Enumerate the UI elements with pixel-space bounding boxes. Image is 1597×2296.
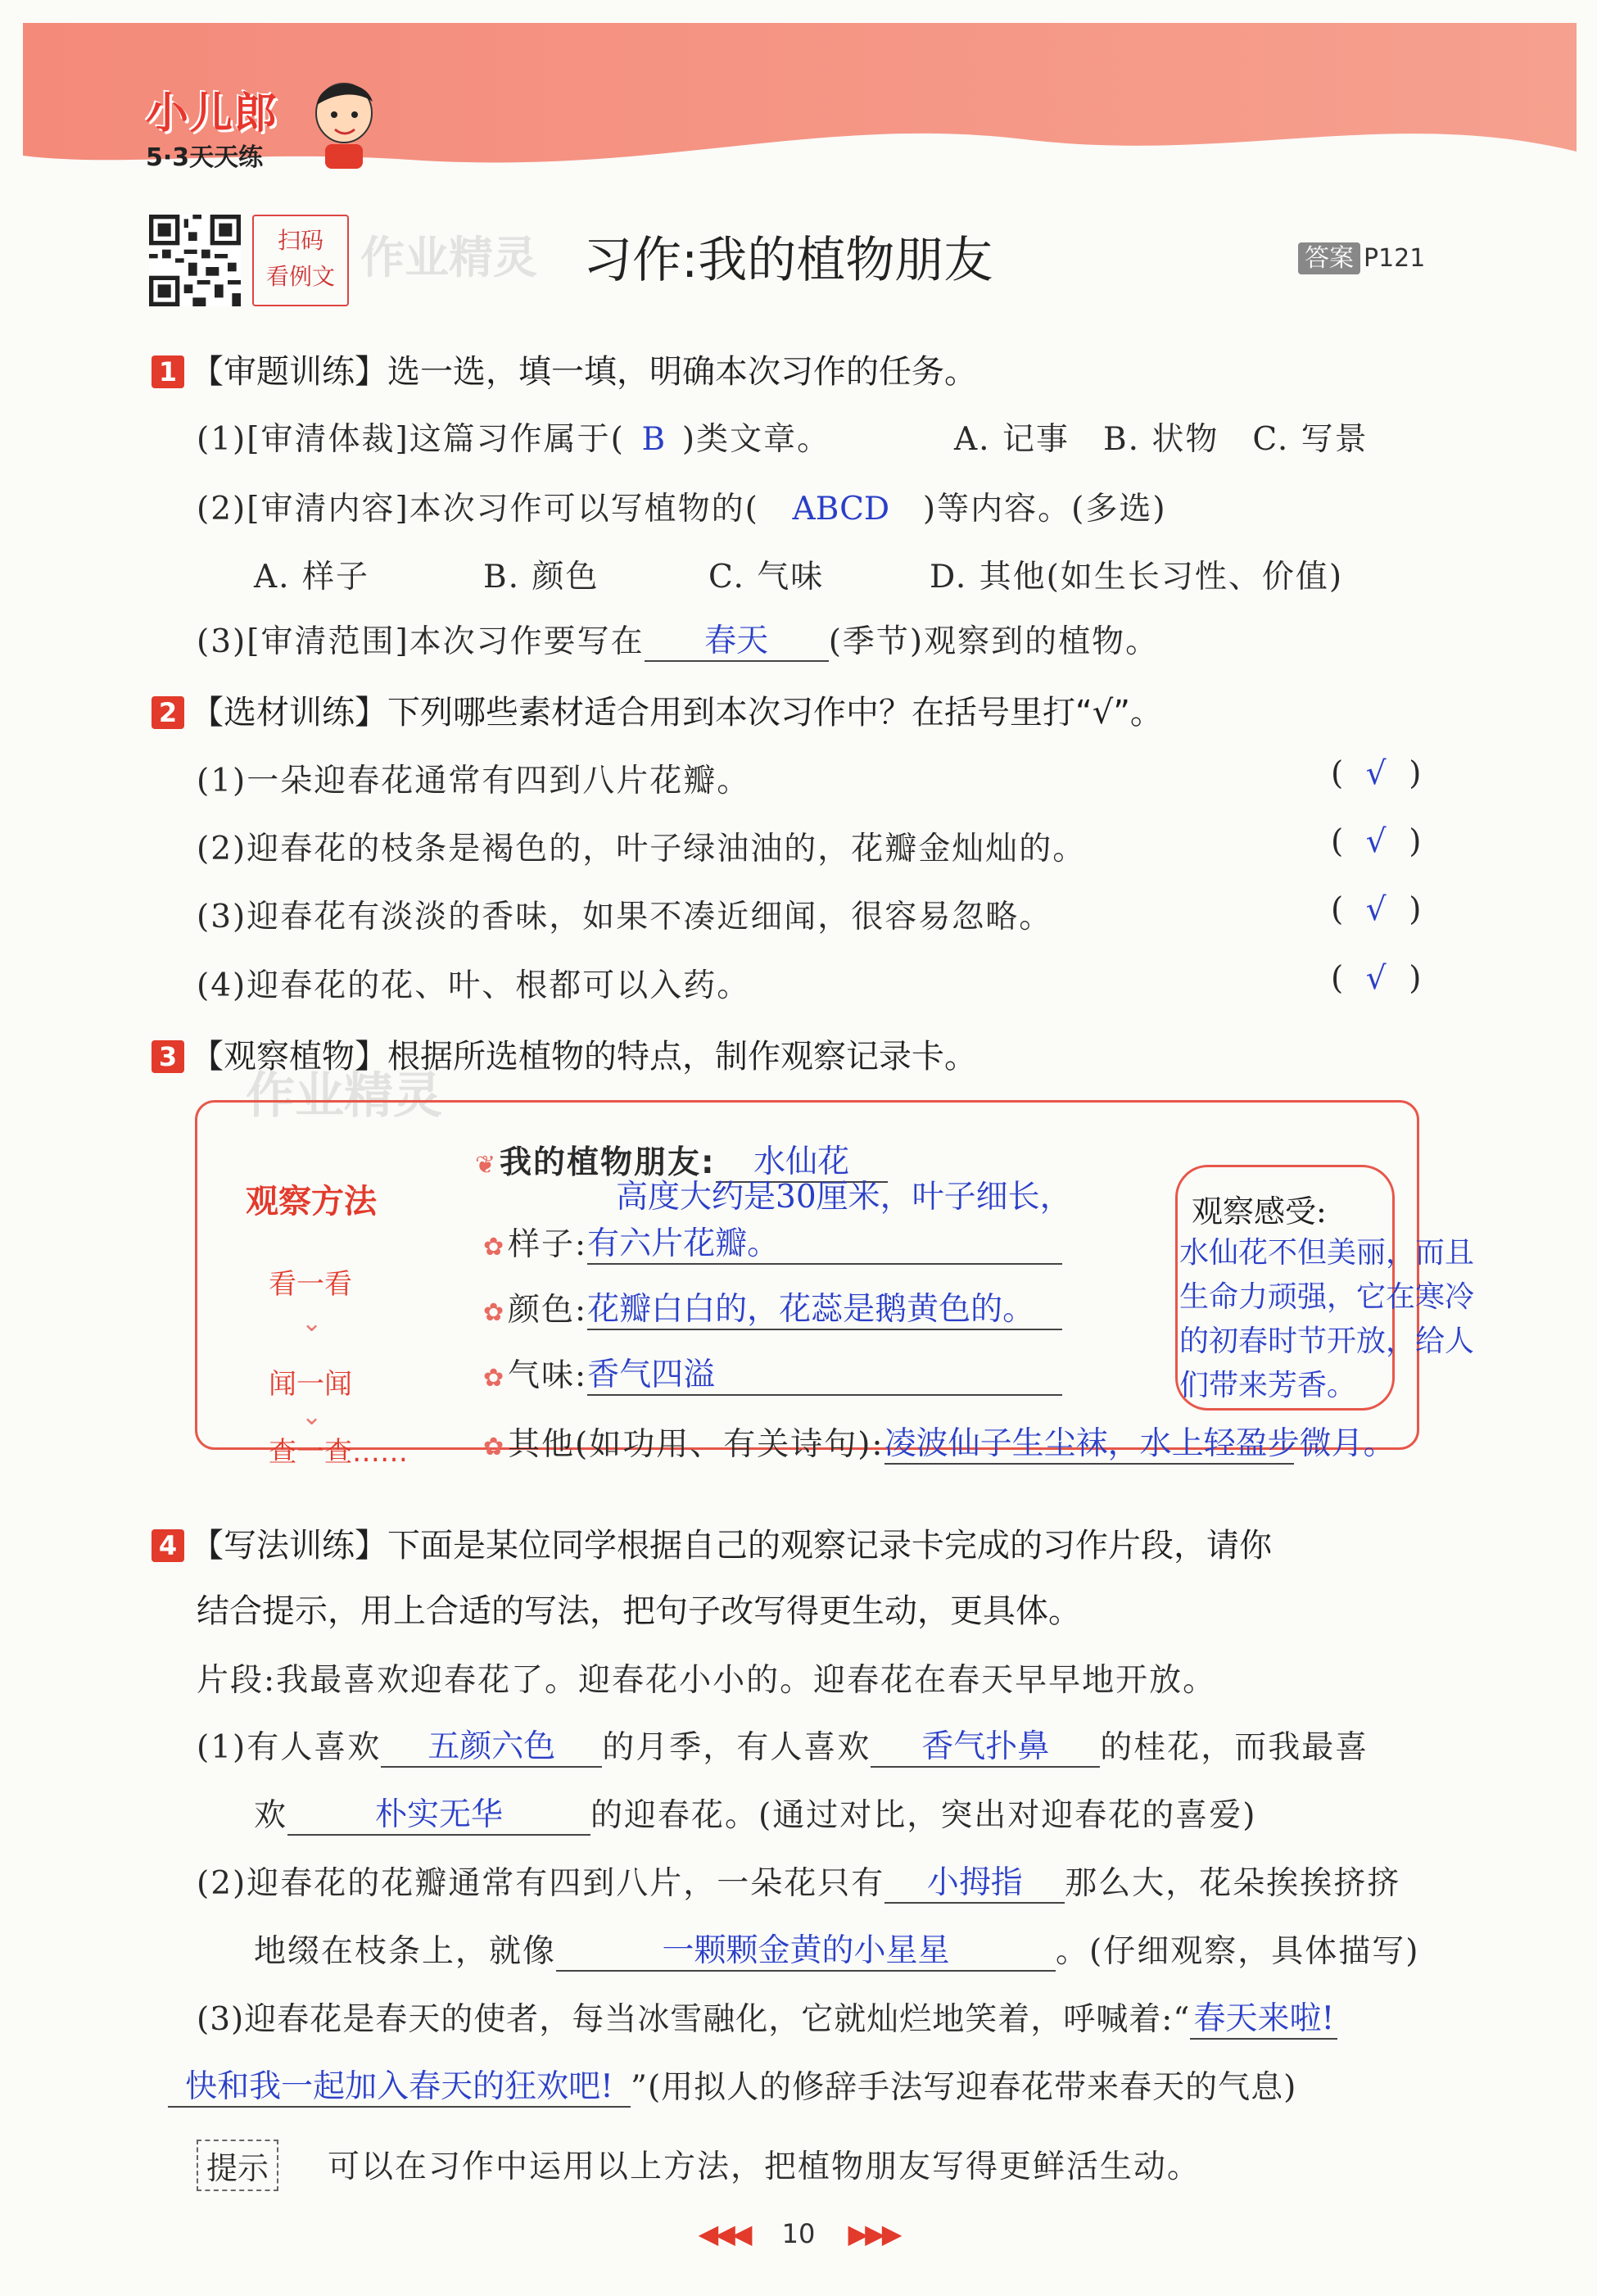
q4-fragment: 片段:我最喜欢迎春花了。迎春花小小的。迎春花在春天早早地开放。: [197, 1662, 1217, 1699]
brand-logo: [146, 79, 278, 173]
prev-arrows-icon: ◀◀◀: [698, 2218, 749, 2249]
friend-label: 我的植物朋友:: [500, 1144, 716, 1181]
q1-number-badge: 1: [152, 355, 184, 388]
other-answer: 凌波仙子生尘袜，水上轻盈步微月。: [884, 1425, 1396, 1462]
q4-i3-text-b: ”(用拟人的修辞手法写迎春花带来春天的气息): [631, 2069, 1297, 2106]
flower-icon: ✿: [483, 1433, 506, 1461]
q1-item-2: [197, 483, 1167, 529]
q2-item3-check-mark: √: [1365, 891, 1387, 928]
next-arrows-icon: ▶▶▶: [848, 2218, 899, 2249]
q4-heading-line2: 结合提示，用上合适的写法，把句子改写得更生动，更具体。: [197, 1592, 1081, 1630]
look-row: [483, 1219, 1062, 1265]
q4-i1-blank3[interactable]: [287, 1796, 590, 1836]
q1-item1-answer: B: [641, 421, 666, 458]
q2-item4-check-mark: √: [1365, 960, 1387, 997]
method-look: 看一看: [269, 1268, 352, 1301]
paren-close: ): [1409, 891, 1422, 928]
color-blank[interactable]: [587, 1291, 1062, 1330]
q4-i3-text-a: (3)迎春花是春天的使者，每当冰雪融化，它就灿烂地笑着，呼喊着:“: [197, 2001, 1191, 2038]
scan-line-1: 扫码: [277, 227, 323, 254]
q1-item1-prefix: (1)[审清体裁]这篇习作属于(: [197, 421, 625, 458]
q1-option-a: A. 样子: [254, 559, 369, 596]
q1-item3-prefix: (3)[审清范围]本次习作要写在: [197, 623, 645, 660]
q4-item-2-line1: [197, 1858, 1400, 1904]
q4-i1-text-d: 欢: [254, 1797, 288, 1834]
paren-close: ): [1409, 755, 1422, 792]
scan-line-2: 看例文: [265, 263, 335, 290]
q3-number-badge: 3: [152, 1040, 184, 1073]
method-smell: 闻一闻: [269, 1368, 352, 1401]
q4-item-3-line2: [168, 2062, 1296, 2108]
answer-label: 答案: [1298, 242, 1360, 274]
feeling-answer-line1: 水仙花不但美丽，而且: [1179, 1236, 1475, 1270]
look-answer-line2: 有六片花瓣。: [587, 1225, 780, 1262]
answer-reference: [1298, 238, 1425, 274]
q4-i1-blank1[interactable]: [381, 1728, 602, 1768]
other-row: [483, 1419, 1396, 1465]
feeling-answer-line4: 们带来芳香。: [1179, 1369, 1357, 1402]
q4-i1-blank2[interactable]: [871, 1728, 1100, 1768]
brand-series: 5·3天天练: [146, 143, 264, 172]
q4-i2-blank2[interactable]: [556, 1932, 1056, 1972]
feeling-label: 观察感受:: [1192, 1193, 1327, 1230]
q4-i2-text-b: 那么大，花朵挨挨挤挤: [1065, 1865, 1401, 1902]
method-check: 查一查……: [269, 1436, 408, 1469]
q4-i3-blank2[interactable]: [168, 2068, 631, 2108]
method-title: 观察方法: [246, 1183, 377, 1220]
tip-text: 可以在习作中运用以上方法，把植物朋友写得更鲜活生动。: [328, 2149, 1201, 2185]
other-label: 其他(如功用、有关诗句):: [508, 1426, 884, 1463]
other-blank[interactable]: [884, 1425, 1396, 1465]
q1-item3-suffix: (季节)观察到的植物。: [828, 623, 1160, 660]
look-blank[interactable]: [587, 1225, 1062, 1265]
look-label: 样子:: [508, 1226, 588, 1263]
q4-i2-answer2: 一颗颗金黄的小星星: [662, 1932, 950, 1969]
q1-item-3: [197, 616, 1159, 662]
smell-blank[interactable]: [587, 1356, 1062, 1396]
chevron-down-icon: ⌄: [301, 1309, 323, 1338]
smell-label: 气味:: [508, 1357, 588, 1394]
page-number: 10: [781, 2218, 816, 2249]
q4-item-1-line1: [197, 1722, 1369, 1768]
q4-item-1-line2: [254, 1790, 1256, 1836]
feeling-answer-line3: 的初春时节开放，给人: [1179, 1325, 1475, 1358]
q1-option-d: D. 其他(如生长习性、价值): [930, 559, 1344, 596]
q2-item4-checkbox[interactable]: [1331, 960, 1421, 997]
q4-i2-blank1[interactable]: [884, 1864, 1065, 1904]
q4-i1-answer3: 朴实无华: [375, 1796, 504, 1833]
paren-open: (: [1331, 960, 1344, 997]
q4-i3-blank1[interactable]: [1190, 2000, 1337, 2040]
q1-item3-answer: 春天: [704, 623, 769, 659]
q4-i1-text-a: (1)有人喜欢: [197, 1729, 382, 1766]
q1-item2-suffix: )等内容。(多选): [922, 491, 1167, 528]
leaf-icon: ❦: [475, 1151, 498, 1180]
q2-item-1: (1)一朵迎春花通常有四到八片花瓣。: [197, 763, 751, 799]
flower-icon: ✿: [483, 1298, 506, 1327]
look-answer-line1: 高度大约是30厘米，叶子细长，: [616, 1179, 1072, 1216]
flower-icon: ✿: [483, 1364, 506, 1393]
q2-item2-checkbox[interactable]: [1331, 823, 1421, 860]
q2-item1-checkbox[interactable]: [1331, 755, 1421, 792]
q4-i1-text-e: 的迎春花。(通过对比，突出对迎春花的喜爱): [590, 1797, 1257, 1834]
color-label: 颜色:: [508, 1292, 588, 1329]
q4-item-3-line1: [197, 1994, 1337, 2040]
tip-label: 提示: [197, 2140, 278, 2191]
q2-item1-check-mark: √: [1365, 755, 1387, 792]
feeling-answer-line2: 生命力顽强，它在寒冷: [1179, 1280, 1475, 1314]
q2-item2-check-mark: √: [1365, 823, 1387, 860]
q4-i2-answer1: 小拇指: [926, 1864, 1023, 1901]
paren-open: (: [1331, 755, 1344, 792]
q2-item-3: (3)迎春花有淡淡的香味，如果不凑近细闻，很容易忽略。: [197, 899, 1053, 935]
q2-item3-checkbox[interactable]: [1331, 891, 1421, 928]
q4-heading: [152, 1519, 1272, 1566]
paren-open: (: [1331, 891, 1344, 928]
chevron-down-icon: ⌄: [301, 1402, 323, 1431]
flower-icon: ✿: [483, 1233, 506, 1261]
paren-close: ): [1409, 960, 1422, 997]
q4-i2-text-d: 。(仔细观察，具体描写): [1056, 1933, 1420, 1970]
q4-heading-line1: 【写法训练】下面是某位同学根据自己的观察记录卡完成的习作片段，请你: [191, 1527, 1272, 1565]
page-footer: [0, 2218, 1597, 2249]
q1-item2-answer: ABCD: [792, 491, 890, 528]
q2-heading: [152, 686, 1163, 733]
q4-i1-text-b: 的月季，有人喜欢: [602, 1729, 871, 1766]
q2-heading-text: 【选材训练】下列哪些素材适合用到本次习作中？在括号里打“√”。: [191, 694, 1163, 731]
color-answer: 花瓣白白的，花蕊是鹅黄色的。: [587, 1291, 1035, 1328]
q1-heading-text: 【审题训练】选一选，填一填，明确本次习作的任务。: [191, 353, 977, 391]
q1-item1-suffix: )类文章。: [681, 421, 831, 458]
q4-i1-answer2: 香气扑鼻: [921, 1728, 1050, 1765]
paren-open: (: [1331, 823, 1344, 860]
paren-close: ): [1409, 823, 1422, 860]
friend-answer: 水仙花: [753, 1143, 850, 1180]
watermark: 作业精灵: [246, 1067, 442, 1125]
q4-i2-text-c: 地缀在枝条上，就像: [254, 1933, 557, 1970]
smell-row: [483, 1350, 1062, 1396]
q4-number-badge: 4: [152, 1529, 184, 1562]
q4-i3-answer1: 春天来啦!: [1193, 2000, 1335, 2037]
q2-item-4: (4)迎春花的花、叶、根都可以入药。: [197, 967, 751, 1004]
q2-number-badge: 2: [152, 696, 184, 729]
q4-i2-text-a: (2)迎春花的花瓣通常有四到八片，一朵花只有: [197, 1865, 885, 1902]
q1-item1-options: A. 记事 B. 状物 C. 写景: [954, 421, 1369, 458]
smell-answer: 香气四溢: [587, 1356, 716, 1393]
q1-item3-blank[interactable]: [645, 623, 829, 662]
page-title: 习作:我的植物朋友: [583, 232, 993, 289]
q4-item-2-line2: [254, 1926, 1419, 1972]
q1-heading: [152, 346, 977, 392]
q3-heading-text: 【观察植物】根据所选植物的特点，制作观察记录卡。: [191, 1038, 977, 1076]
q4-i3-answer2: 快和我一起加入春天的狂欢吧!: [185, 2068, 613, 2105]
watermark: 作业精灵: [360, 232, 537, 283]
color-row: [483, 1284, 1062, 1330]
q4-i1-text-c: 的桂花，而我最喜: [1100, 1729, 1369, 1766]
mascot-boy-illustration: [307, 72, 381, 170]
q1-option-b: B. 颜色: [483, 559, 599, 596]
qr-code-icon[interactable]: [149, 215, 241, 306]
q1-option-c: C. 气味: [708, 559, 825, 596]
q1-item-1: [197, 414, 830, 460]
scan-for-example-badge[interactable]: [252, 215, 349, 306]
brand-name: 小儿郎: [146, 89, 279, 138]
q1-item2-prefix: (2)[审清内容]本次习作可以写植物的(: [197, 491, 759, 528]
answer-page: P121: [1364, 244, 1426, 273]
q2-item-2: (2)迎春花的枝条是褐色的，叶子绿油油的，花瓣金灿灿的。: [197, 831, 1087, 867]
q4-i1-answer1: 五颜六色: [428, 1728, 556, 1765]
